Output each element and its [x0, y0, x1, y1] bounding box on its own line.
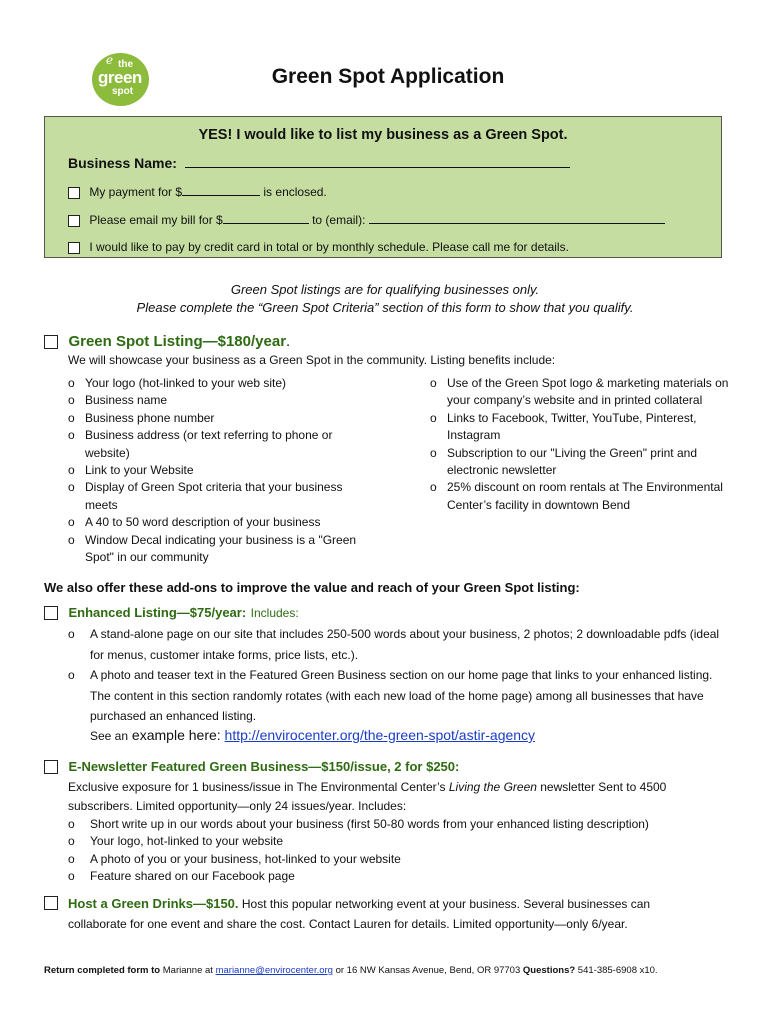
list-item: o Links to Facebook, Twitter, YouTube, Pinterest, Instagram — [430, 410, 730, 445]
list-item: o Link to your Website — [68, 462, 368, 479]
drinks-description: Host this popular networking event at your business. Several businesses can collaborate for one event and share the cost. Contact Lauren for details. Limited opportunity—only 6/year. — [68, 897, 651, 931]
footer-text1: Marianne at — [160, 965, 216, 976]
list-item: o Subscription to our "Living the Green" print and electronic newsletter — [430, 445, 730, 480]
enews-desc-a: Exclusive exposure for 1 business/issue in The Environmental Center’s — [68, 780, 449, 794]
credit-card-checkbox[interactable] — [68, 242, 80, 254]
enhanced-example-row — [90, 727, 535, 745]
example-link[interactable]: http://envirocenter.org/the-green-spot/astir-agency — [224, 727, 536, 743]
credit-card-row — [68, 240, 569, 254]
email-bill-amount-field[interactable] — [223, 213, 309, 224]
listing-intro: We will showcase your business as a Green Spot in the community. Listing benefits include: — [68, 353, 556, 367]
email-address-field[interactable] — [369, 213, 665, 224]
page-title: Green Spot Application — [271, 65, 505, 88]
listing-header — [44, 333, 290, 351]
email-to-label: to (email): — [312, 213, 366, 227]
drinks-section — [68, 894, 698, 934]
enews-desc-italic: Living the Green — [448, 780, 537, 794]
list-item: o Window Decal indicating your business is a "Green Spot" in our community — [68, 532, 368, 567]
list-item: o Your logo (hot-linked to your web site) — [68, 375, 368, 392]
list-item: o Use of the Green Spot logo & marketing materials on your company’s website and in printed collateral — [430, 375, 730, 410]
business-name-row — [68, 155, 570, 171]
payment-label-end: is enclosed. — [263, 185, 327, 199]
enews-description — [68, 778, 708, 815]
enews-header — [44, 758, 459, 776]
payment-label: My payment for $ — [89, 185, 183, 199]
qualify-note-line2: Please complete the “Green Spot Criteria” section of this form to show that you qualify. — [136, 300, 634, 315]
list-item: o Business name — [68, 392, 368, 409]
qualify-note — [0, 281, 770, 317]
payment-amount-field[interactable] — [182, 185, 260, 196]
box-heading: YES! I would like to list my business as a Green Spot. — [198, 127, 568, 143]
listing-title-period: . — [286, 333, 291, 350]
list-item: o 25% discount on room rentals at The Environmental Center’s facility in downtown Bend — [430, 479, 730, 514]
email-bill-row — [68, 213, 665, 227]
list-item: o A photo and teaser text in the Featured Green Business section on our home page that links to your enhanced listing. The content in this section randomly rotates (with each new load of the home page) among all businesses that have purchased an enhanced listing. — [68, 665, 728, 727]
enews-title: E-Newsletter Featured Green Business—$150/issue, 2 for $250: — [68, 759, 460, 774]
list-item: o Short write up in our words about your business (first 50-80 words from your enhanced listing description) — [68, 816, 748, 833]
list-item: o Feature shared on our Facebook page — [68, 868, 748, 885]
listing-benefits-right — [430, 375, 730, 514]
logo-the: the — [118, 59, 133, 70]
application-box — [44, 116, 722, 258]
enhanced-header — [44, 604, 299, 622]
enews-items — [68, 816, 748, 886]
listing-benefits-left — [68, 375, 368, 566]
list-item: o A 40 to 50 word description of your business — [68, 514, 368, 531]
payment-checkbox[interactable] — [68, 187, 80, 199]
list-item: o Your logo, hot-linked to your website — [68, 833, 748, 850]
email-bill-checkbox[interactable] — [68, 215, 80, 227]
logo-e: e — [106, 53, 114, 67]
qualify-note-line1: Green Spot listings are for qualifying businesses only. — [230, 282, 540, 297]
enews-checkbox[interactable] — [44, 760, 58, 774]
footer — [44, 965, 658, 976]
credit-card-label: I would like to pay by credit card in total or by monthly schedule. Please call me for details. — [89, 240, 569, 254]
business-name-label: Business Name: — [68, 155, 177, 171]
drinks-checkbox[interactable] — [44, 896, 58, 910]
see-prefix: See an — [90, 729, 129, 743]
see-example: example here: — [128, 727, 225, 743]
listing-checkbox[interactable] — [44, 335, 58, 349]
list-item: o A stand-alone page on our site that includes 250-500 words about your business, 2 photos; 2 downloadable pdfs (ideal for menus, customer intake forms, price lists, etc.). — [68, 624, 728, 665]
footer-return-label: Return completed form to — [44, 965, 161, 976]
logo-green: green — [98, 68, 142, 87]
enhanced-title: Enhanced Listing—$75/year: — [68, 605, 247, 620]
footer-questions-label: Questions? — [522, 965, 576, 976]
enews-desc-b: newsletter Sent to 4500 subscribers. Limited opportunity—only 24 issues/year. Includes: — [68, 780, 667, 813]
list-item: o Display of Green Spot criteria that your business meets — [68, 479, 368, 514]
footer-phone: 541-385-6908 x10. — [575, 965, 658, 976]
addons-heading: We also offer these add-ons to improve the value and reach of your Green Spot listing: — [44, 580, 580, 595]
payment-row — [68, 185, 327, 199]
list-item: o A photo of you or your business, hot-linked to your website — [68, 851, 748, 868]
listing-title: Green Spot Listing—$180/year — [68, 333, 287, 350]
footer-address: or 16 NW Kansas Avenue, Bend, OR 97703 — [332, 965, 523, 976]
enhanced-items — [68, 624, 728, 727]
email-bill-label: Please email my bill for $ — [89, 213, 223, 227]
drinks-title: Host a Green Drinks—$150. — [68, 896, 239, 911]
drinks-checkbox-wrap — [44, 894, 58, 912]
list-item: o Business phone number — [68, 410, 368, 427]
business-name-field[interactable] — [185, 155, 570, 168]
list-item: o Business address (or text referring to phone or website) — [68, 427, 368, 462]
enhanced-includes: Includes: — [250, 606, 299, 620]
enhanced-checkbox[interactable] — [44, 606, 58, 620]
logo-spot: spot — [112, 86, 134, 97]
footer-email-link[interactable]: marianne@envirocenter.org — [215, 965, 333, 976]
